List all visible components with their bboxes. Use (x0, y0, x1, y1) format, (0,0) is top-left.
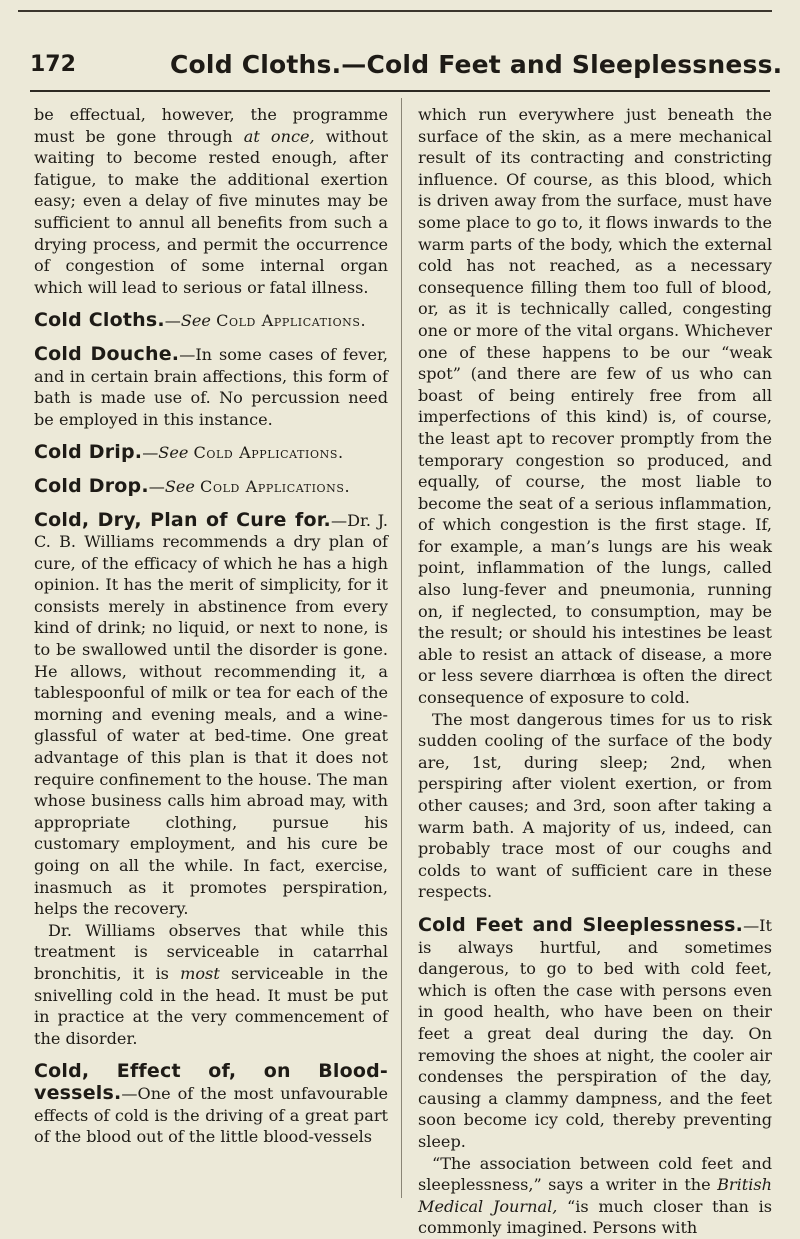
entry-paragraph: Dr. Williams observes that while this treatment is serviceable in catarrhal bronchitis, it is most serviceable in the snivelling cold in the head. It must be put in practice at the very commencement of the disorder. (34, 920, 388, 1048)
cross-reference: Cold Applications. (216, 311, 367, 331)
entry-text: It is always hurtful, and sometimes dangerous, to go to bed with cold feet, which is often the case with persons even in good health, who have been on their feet a great deal during the day. On removing the shoes at night, the cooler air condenses the perspiration of the day, causing a clammy dampness, and the feet soon become icy cold, thereby preventing sleep. (418, 915, 772, 1151)
entry-cold-effect-blood-vessels: Cold, Effect of, on Blood-vessels.—One of the most unfavourable effects of cold is the driving of a great part of the blood out of the little blood-vessels (34, 1060, 388, 1147)
entry-paragraph: “The association between cold feet and sleeplessness,” says a writer in the British Medical Journal, “is much closer than is commonly imagined. Persons with (418, 1153, 773, 1238)
entry-cold-cloths: Cold Cloths.—See Cold Applications. (34, 309, 367, 332)
column-divider (401, 98, 402, 1198)
continuation-paragraph: which run everywhere just beneath the surface of the skin, as a mere mechanical result of its contracting and constricting influence. Of course, as this blood, which is driven away from the surface, must have some place to go to, it flows inwards to the warm parts of the body, which the external cold has not reached, as a necessary consequence filling them too full of blood, or, as it is technically called, congesting one or more of the vital organs. Whichever one of these happens to be our “weak spot” (and there are few of us who can boast of being entirely free from all imperfections of this kind) is, of course, the least apt to recover promptly from the temporary congestion so produced, and equally, of course, the most liable to become the seat of a serious inflammation, of which congestion is the first stage. If, for example, a man’s lungs are his weak point, inflammation of the lungs, called also lung-fever and pneumonia, running on, if neglected, to consumption, may be the result; or should his intestines be least able to resist an attack of disease, a more or less severe diarrhœa is often the direct consequence of exposure to cold. (418, 105, 772, 708)
right-column (418, 104, 772, 1239)
see-label: See (158, 443, 189, 463)
cross-reference: Cold Applications. (200, 476, 351, 496)
entry-cold-douche: Cold Douche.—In some cases of fever, and in certain brain affections, this form of bath is made use of. No percussion need be employed in this instance. (34, 342, 389, 429)
entry-heading: Cold Feet and Sleeplessness. (418, 913, 744, 936)
entry-heading: Cold, Dry, Plan of Cure for. (34, 508, 331, 531)
entry-cold-drop: Cold Drop.—See Cold Applications. (34, 474, 351, 497)
entry-text: One of the most unfavourable effects of cold is the driving of a great part of the blood out of the little blood-vessels (34, 1083, 388, 1147)
left-column (34, 104, 388, 1148)
header-rule (30, 90, 770, 92)
continuation-paragraph: The most dangerous times for us to risk sudden cooling of the surface of the body are, 1st, during sleep; 2nd, when perspiring after violent exertion, or from other causes; and 3rd, soon after taking a warm bath. A majority of us, indeed, can probably trace most of our coughs and colds to want of sufficient care in these respects. (418, 709, 772, 902)
entry-text: In some cases of fever, and in certain brain affections, this form of bath is made use of. No percussion need be employed in this instance. (34, 344, 389, 429)
running-head: Cold Cloths.—Cold Feet and Sleeplessness. (170, 50, 783, 79)
entry-heading: Cold Drop. (34, 474, 149, 497)
cross-reference: Cold Applications. (193, 443, 344, 463)
entry-cold-dry-plan: Cold, Dry, Plan of Cure for.—Dr. J. C. B. Williams recommends a dry plan of cure, of the efficacy of which he has a high opinion. It has the merit of simplicity, for it consists merely in abstinence from every kind of drink; no liquid, or next to none, is to be swallowed until the disorder is gone. He allows, without recommending it, a tablespoonful of milk or tea for each of the morning and evening meals, and a wine-glassful of water at bed-time. One great advantage of this plan is that it does not require confinement to the house. The man whose business calls him abroad may, with appropriate clothing, pursue his customary employment, and his cure be going on all the while. In fact, exercise, inasmuch as it promotes perspiration, helps the recovery. Dr. Williams observes that while this treatment is serviceable in catarrhal bronchitis, it is most serviceable in the snivelling cold in the head. It must be put in practice at the very commencement of the disorder. (34, 508, 388, 1048)
see-label: See (164, 476, 195, 496)
continuation-paragraph: be effectual, however, the programme must be gone through at once, without waiting to become rested enough, after fatigue, to make the additional exertion easy; even a delay of five minutes may be sufficient to annul all benefits from such a drying process, and permit the occurrence of congestion of some internal organ which will lead to serious or fatal illness. (34, 105, 388, 297)
entry-heading: Cold Douche. (34, 342, 180, 365)
entry-cold-feet-sleeplessness: Cold Feet and Sleeplessness.—It is always hurtful, and sometimes dangerous, to go to bed with cold feet, which is often the case with persons even in good health, who have been on their feet a great deal during the day. On removing the shoes at night, the cooler air condenses the perspiration of the day, causing a clammy dampness, and the feet soon become icy cold, thereby preventing sleep. “The association between cold feet and sleeplessness,” says a writer in the British Medical Journal, “is much closer than is commonly imagined. Persons with (418, 913, 773, 1238)
see-label: See (180, 311, 211, 331)
entry-text: Dr. J. C. B. Williams recommends a dry plan of cure, of the efficacy of which he has a high opinion. It has the merit of simplicity, for it consists merely in abstinence from every kind of drink; no liquid, or next to none, is to be swallowed until the disorder is gone. He allows, without recommending it, a tablespoonful of milk or tea for each of the morning and evening meals, and a wine-glassful of water at bed-time. One great advantage of this plan is that it does not require confinement to the house. The man whose business calls him abroad may, with appropriate clothing, pursue his customary employment, and his cure be going on all the while. In fact, exercise, inasmuch as it promotes perspiration, helps the recovery. (34, 510, 388, 919)
entry-cold-drip: Cold Drip.—See Cold Applications. (34, 441, 344, 464)
entry-heading: Cold Drip. (34, 441, 143, 464)
entry-heading: Cold Cloths. (34, 309, 165, 332)
page-number: 172 (30, 52, 76, 77)
page-header (0, 46, 800, 86)
top-decorative-rule (18, 10, 772, 12)
entry-heading: Cold, Effect of, on Blood-vessels. (34, 1060, 388, 1104)
